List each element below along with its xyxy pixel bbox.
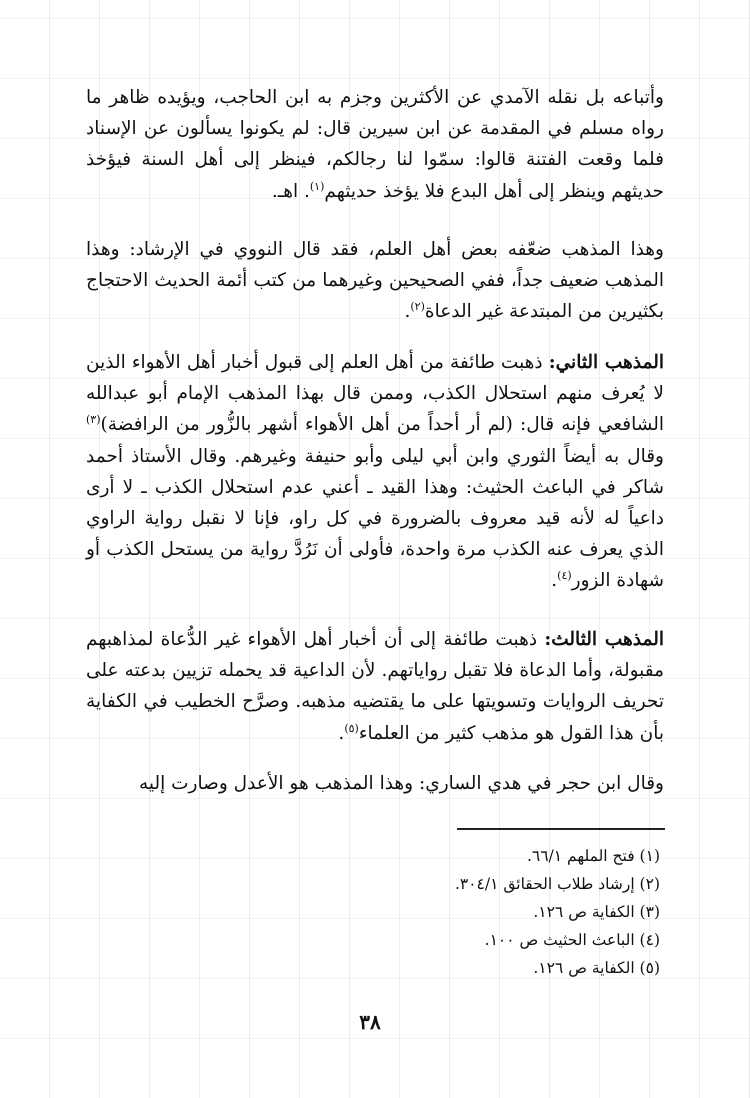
paragraph-text: وأتباعه بل نقله الآمدي عن الأكثرين وجزم به ابن الحاجب، ويؤيده ظاهر ما رواه مسلم في المقدمة عن ابن سيرين قال: لم يكونوا يسألون عن الإسناد فلما وقعت الفتنة قالوا: سمّوا لنا رجالكم، فينظر إلى أهل السنة فيؤخذ حديثهم وينظر إلى أهل البدع فلا يؤخذ حديثهم: [86, 87, 664, 202]
paragraph-1: [86, 82, 664, 207]
paragraph-4: [86, 624, 664, 749]
paragraph-2: [86, 234, 664, 328]
footnote-5: (٥) الكفاية ص ١٢٦.: [533, 959, 660, 977]
section-heading: المذهب الثالث:: [544, 629, 664, 650]
footnote-ref: (٤): [557, 569, 572, 583]
paragraph-3: [86, 347, 664, 597]
footnotes: [300, 842, 660, 982]
footnote-4: (٤) الباعث الحثيث ص ١٠٠.: [484, 931, 660, 949]
paragraph-tail: .: [404, 301, 411, 323]
section-heading: المذهب الثاني:: [548, 352, 664, 373]
footnote-ref: (٢): [410, 300, 425, 314]
footnote-ref: (٣): [86, 413, 101, 427]
footnote-3: (٣) الكفاية ص ١٢٦.: [533, 903, 660, 921]
footnote-ref: (١): [309, 179, 325, 193]
footnote-separator: [457, 828, 665, 830]
paragraph-text: وقال ابن حجر في هدي الساري: وهذا المذهب هو الأعدل وصارت إليه: [138, 773, 664, 794]
footnote-ref: (٥): [344, 721, 359, 735]
paragraph-text-continued: وقال به أيضاً الثوري وابن أبي ليلى وأبو حنيفة وغيرهم. وقال الأستاذ أحمد شاكر في الباعث الحثيث: وهذا القيد ـ أعني عدم استحلال الكذب ـ لا أرى داعياً له لأنه قيد معروف بالضرورة في كل راو، فإنا لا نقبل رواية الراوي الذي يعرف عنه الكذب مرة واحدة، فأولى أن نَرُدَّ رواية من يستحل الكذب أو شهادة الزور: [86, 445, 664, 592]
footnote-2: (٢) إرشاد طلاب الحقائق ٣٠٤/١.: [454, 875, 660, 893]
paragraph-text: ذهبت طائفة إلى أن أخبار أهل الأهواء غير الدُّعاة لمذاهبهم مقبولة، وأما الدعاة فلا تقبل رواياتهم. لأن الداعية قد يحمله تزيين بدعته على تحريف الروايات وتسويتها على ما يقتضيه مذهبه. وصرَّح الخطيب في الكفاية بأن هذا القول هو مذهب كثير من العلماء: [86, 629, 664, 744]
paragraph-text: ذهبت طائفة من أهل العلم إلى قبول أخبار أهل الأهواء الذين لا يُعرف منهم استحلال الكذب، وممن قال بهذا المذهب الإمام أبو عبدالله الشافعي فإنه قال: (لم أر أحداً من أهل الأهواء أشهر بالزُّور من الرافضة): [86, 352, 664, 436]
paragraph-text: وهذا المذهب ضعّفه بعض أهل العلم، فقد قال النووي في الإرشاد: وهذا المذهب ضعيف جداً، ففي الصحيحين وغيرهما من كتب أئمة الحديث الاحتجاج بكثيرين من المبتدعة غير الدعاة: [86, 239, 664, 323]
paragraph-tail: . اهـ.: [271, 180, 310, 202]
paragraph-tail: .: [551, 570, 558, 592]
footnote-1: (١) فتح الملهم ٦٦/١.: [526, 847, 660, 865]
paragraph-5: [86, 768, 664, 799]
paragraph-tail: .: [338, 722, 345, 744]
page-number: ٣٨: [359, 1010, 381, 1034]
